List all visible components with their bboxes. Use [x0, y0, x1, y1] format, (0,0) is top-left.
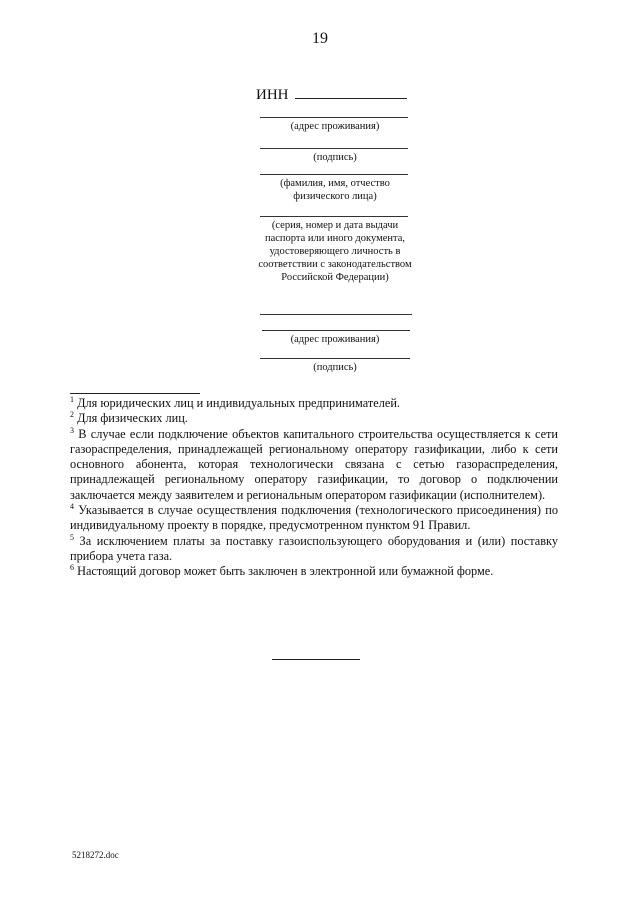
extra-line: [260, 314, 412, 315]
footnote-text: За исключением платы за поставку газоиспользующего оборудования и (или) поставку прибора учета газа.: [70, 533, 559, 563]
inn-blank-line: [295, 84, 407, 99]
signature-caption-1: (подпись): [313, 152, 357, 163]
footnote-text: Для юридических лиц и индивидуальных предпринимателей.: [77, 396, 400, 410]
fio-line: [260, 174, 408, 175]
page-number: 19: [312, 30, 328, 47]
passport-line: [260, 216, 408, 217]
footnote-4: [70, 503, 558, 534]
footnote-text: В случае если подключение объектов капитального строительства осуществляется к сети газораспределения, принадлежащей региональному оператору газификации, либо к сети основного абонента, которая технологически связана с сетью газораспределения, принадлежащей региональному оператору газификации, то договор о подключении заключается между заявителем и региональным оператором газификации (исполнителем).: [70, 426, 559, 502]
footnote-3: [70, 427, 558, 503]
footnote-1: [70, 396, 558, 411]
end-of-document-rule: [272, 659, 360, 660]
signature-caption-2: (подпись): [313, 362, 357, 373]
footnote-2: [70, 411, 558, 426]
passport-caption: (серия, номер и дата выдачи паспорта или иного документа, удостоверяющего личность в соответствии с законодательством Российской Федерации): [258, 220, 412, 283]
footnote-mark: 1: [70, 395, 74, 404]
footnote-6: [70, 564, 558, 579]
footnote-text: Указывается в случае осуществления подключения (технологического присоединения) по индивидуальному проекту в порядке, предусмотренном пунктом 91 Правил.: [70, 503, 559, 533]
inn-label: ИНН: [256, 87, 289, 103]
fio-caption: (фамилия, имя, отчество физического лица): [280, 178, 390, 202]
footnote-5: [70, 534, 558, 565]
footnote-mark: 5: [70, 532, 74, 542]
footnote-text: Для физических лиц.: [77, 411, 188, 426]
footnote-separator: [70, 393, 200, 394]
footnote-mark: 2: [70, 410, 74, 420]
footnote-mark: 4: [70, 502, 74, 512]
address-caption-1: (адрес проживания): [290, 121, 380, 132]
address-line-1: [260, 117, 408, 118]
footnote-text: Настоящий договор может быть заключен в электронной или бумажной форме.: [77, 564, 494, 579]
footnotes: [70, 396, 558, 580]
footnote-mark: 3: [70, 425, 74, 435]
inn-field: [256, 84, 407, 104]
signature-line-2: [260, 358, 410, 359]
document-id: 5218272.doc: [72, 850, 119, 860]
address-line-2: [262, 330, 410, 331]
address-caption-2: (адрес проживания): [290, 334, 380, 345]
signature-line-1: [260, 148, 408, 149]
footnote-mark: 6: [70, 563, 74, 573]
